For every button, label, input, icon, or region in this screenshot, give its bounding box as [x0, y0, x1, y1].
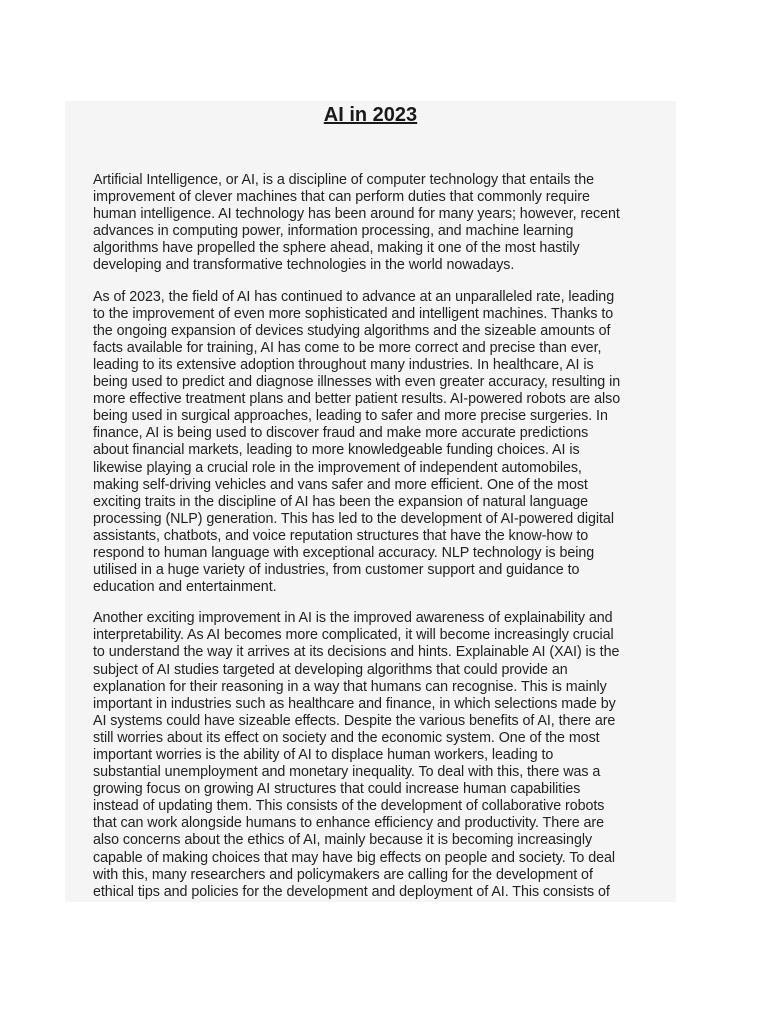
paragraph-2: As of 2023, the field of AI has continued to advance at an unparalleled rate, leading to the improvement of even more sophisticated and intelligent machines. Thanks to the ongoing expansion of devices studying algorithms and the sizeable amounts of facts available for training, AI has come to be more correct and precise than ever, leading to its extensive adoption throughout many industries. In healthcare, AI is being used to predict and diagnose illnesses with even greater accuracy, resulting in more effective treatment plans and better patient results. AI-powered robots are also being used in surgical approaches, leading to safer and more precise surgeries. In finance, AI is being used to discover fraud and make more accurate predictions about financial markets, leading to more knowledgeable funding choices. AI is likewise playing a crucial role in the improvement of independent automobiles, making self-driving vehicles and vans safer and more efficient. One of the most exciting traits in the discipline of AI has been the expansion of natural language processing (NLP) generation. This has led to the development of AI-powered digital assistants, chatbots, and voice reputation structures that have the know-how to respond to human language with exceptional accuracy. NLP technology is being utilised in a huge variety of industries, from customer support and guidance to education and entertainment. — [93, 288, 621, 596]
document-title: AI in 2023 — [323, 104, 418, 126]
paragraph-3: Another exciting improvement in AI is the improved awareness of explainability and interpretability. As AI becomes more complicated, it will become increasingly crucial to understand the way it arrives at its decisions and hints. Explainable AI (XAI) is the subject of AI studies targeted at developing algorithms that could provide an explanation for their reasoning in a way that humans can recognise. This is mainly important in industries such as healthcare and finance, in which selections made by AI systems could have sizeable effects. Despite the various benefits of AI, there are still worries about its effect on society and the economic system. One of the most important worries is the ability of AI to displace human workers, leading to substantial unemployment and monetary inequality. To deal with this, there was a growing focus on growing AI structures that could increase human capabilities instead of updating them. This consists of the development of collaborative robots that can work alongside humans to enhance efficiency and productivity. There are also concerns about the ethics of AI, mainly because it is becoming increasingly capable of making choices that may have big effects on people and society. To deal with this, many researchers and policymakers are calling for the development of ethical tips and policies for the development and deployment of AI. This consists of — [93, 610, 620, 900]
document-body — [93, 172, 676, 902]
document-page — [65, 101, 676, 902]
paragraph-1: Artificial Intelligence, or AI, is a discipline of computer technology that entails the improvement of clever machines that can perform duties that commonly require human intelligence. AI technology has been around for many years; however, recent advances in computing power, information processing, and machine learning algorithms have propelled the sphere ahead, making it one of the most hastily developing and transformative technologies in the world nowadays. — [93, 172, 620, 274]
